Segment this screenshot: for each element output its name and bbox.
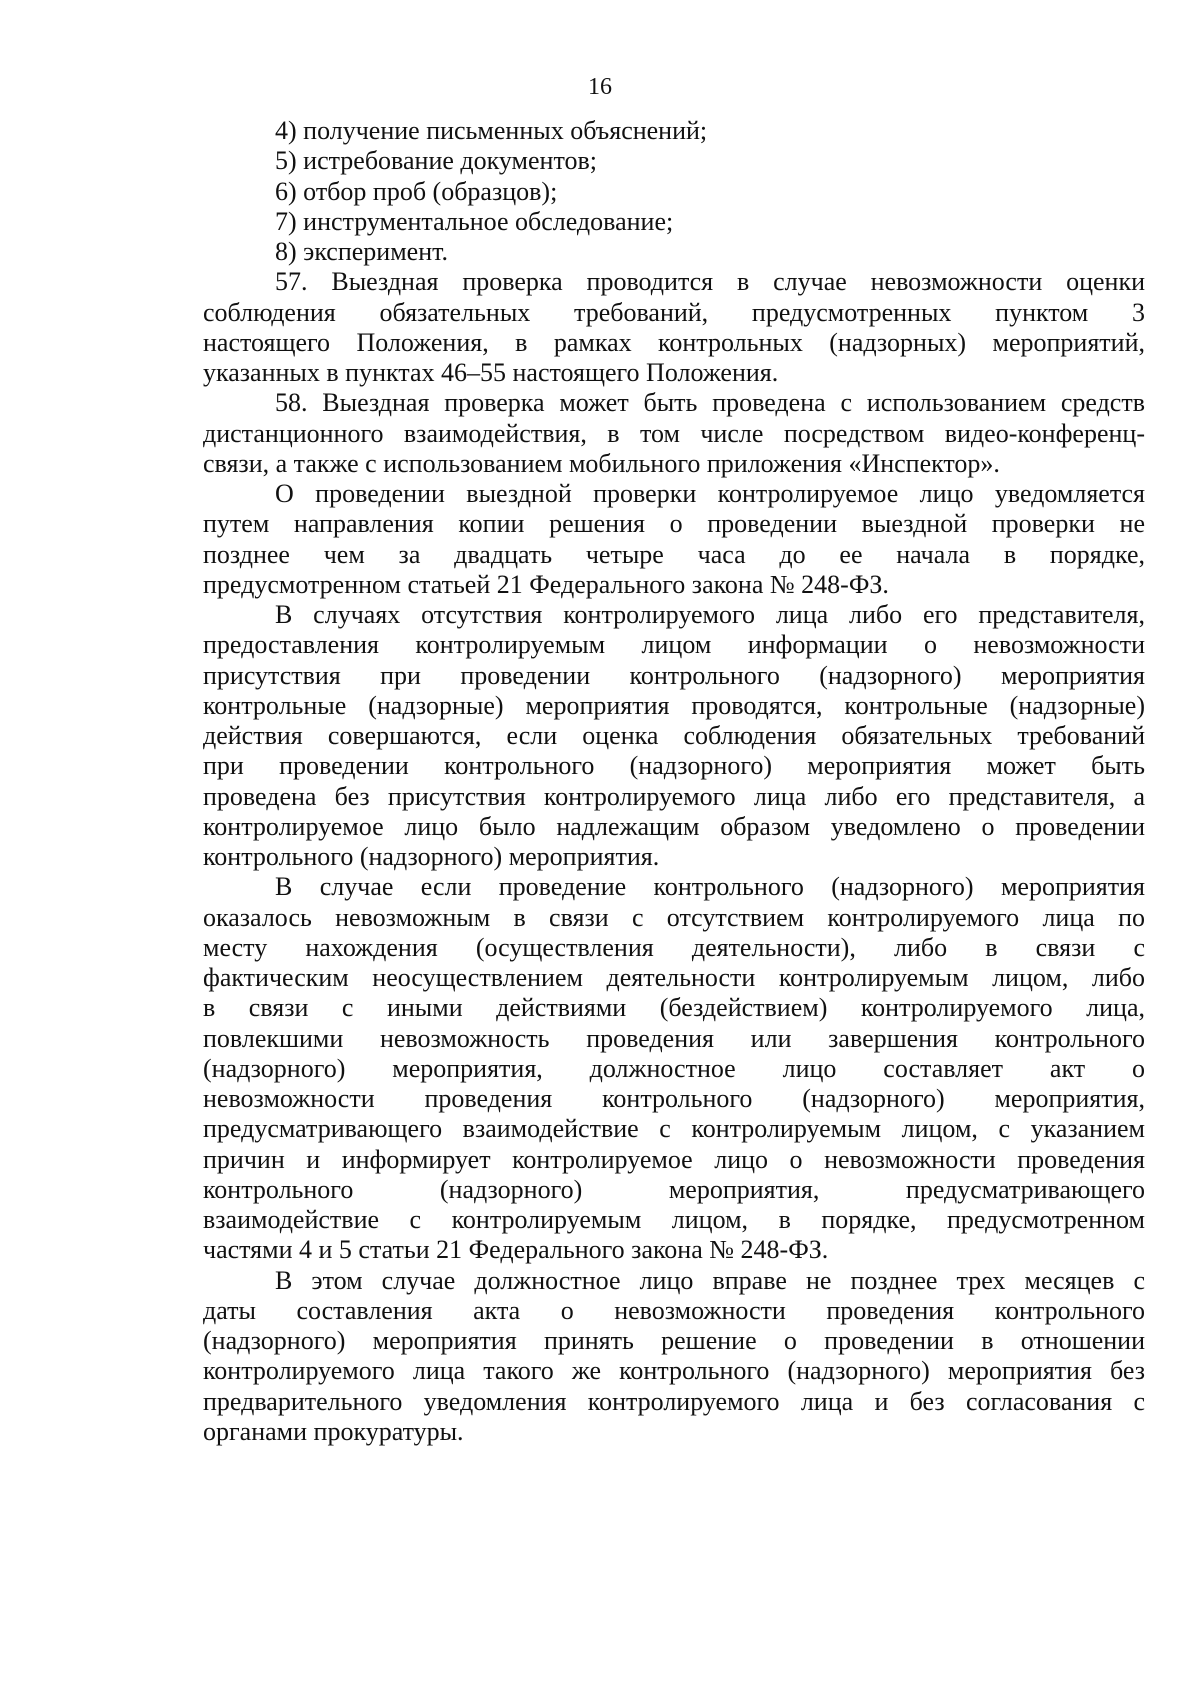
text-line: 4) получение письменных объяснений; bbox=[275, 116, 708, 145]
text-line: контрольного (надзорного) мероприятия, предусматривающего bbox=[203, 1174, 1145, 1204]
text-line: соблюдения обязательных требований, предусмотренных пунктом 3 bbox=[203, 297, 1145, 327]
text-line: контрольные (надзорные) мероприятия проводятся, контрольные (надзорные) bbox=[203, 690, 1145, 720]
text-line: (надзорного) мероприятия, должностное лицо составляет акт о bbox=[203, 1053, 1145, 1083]
text-line: настоящего Положения, в рамках контрольных (надзорных) мероприятий, bbox=[203, 327, 1145, 357]
text-line: предварительного уведомления контролируемого лица и без согласования с bbox=[203, 1386, 1145, 1416]
text-line: путем направления копии решения о проведении выездной проверки не bbox=[203, 509, 1145, 539]
text-line: контролируемого лица такого же контрольного (надзорного) мероприятия без bbox=[203, 1356, 1145, 1386]
text-line: предусмотренном статьей 21 Федерального закона № 248-ФЗ. bbox=[203, 569, 889, 599]
text-line: частями 4 и 5 статьи 21 Федерального закона № 248-ФЗ. bbox=[203, 1235, 829, 1265]
text-line: позднее чем за двадцать четыре часа до ее начала в порядке, bbox=[203, 539, 1145, 569]
text-line: В случае если проведение контрольного (надзорного) мероприятия bbox=[275, 872, 1145, 902]
text-line: присутствия при проведении контрольного (надзорного) мероприятия bbox=[203, 660, 1145, 690]
text-line: 7) инструментальное обследование; bbox=[275, 206, 674, 236]
text-line: месту нахождения (осуществления деятельности), либо в связи с bbox=[203, 932, 1145, 962]
document-body bbox=[203, 116, 1145, 1447]
text-line: органами прокуратуры. bbox=[203, 1416, 464, 1446]
text-line: (надзорного) мероприятия принять решение о проведении в отношении bbox=[203, 1326, 1145, 1355]
text-line: повлекшими невозможность проведения или завершения контрольного bbox=[203, 1023, 1145, 1053]
text-line: причин и информирует контролируемое лицо о невозможности проведения bbox=[203, 1144, 1145, 1174]
text-line: при проведении контрольного (надзорного) мероприятия может быть bbox=[203, 751, 1145, 781]
text-line: предусматривающего взаимодействие с контролируемым лицом, с указанием bbox=[203, 1114, 1145, 1144]
text-line: оказалось невозможным в связи с отсутствием контролируемого лица по bbox=[203, 902, 1145, 932]
text-line: связи, а также с использованием мобильного приложения «Инспектор». bbox=[203, 448, 1000, 478]
text-line: указанных в пунктах 46–55 настоящего Положения. bbox=[203, 358, 779, 387]
text-line: В случаях отсутствия контролируемого лица либо его представителя, bbox=[275, 600, 1145, 629]
text-line: действия совершаются, если оценка соблюдения обязательных требований bbox=[203, 721, 1145, 750]
text-line: 6) отбор проб (образцов); bbox=[275, 176, 558, 206]
text-line: контрольного (надзорного) мероприятия. bbox=[203, 842, 660, 871]
text-line: в связи с иными действиями (бездействием) контролируемого лица, bbox=[203, 993, 1145, 1023]
text-line: 8) эксперимент. bbox=[275, 237, 449, 266]
text-line: проведена без присутствия контролируемого лица либо его представителя, а bbox=[203, 781, 1145, 811]
text-line: взаимодействие с контролируемым лицом, в порядке, предусмотренном bbox=[203, 1205, 1145, 1234]
text-line: 57. Выездная проверка проводится в случае невозможности оценки bbox=[275, 267, 1145, 297]
text-line: 58. Выездная проверка может быть проведена с использованием средств bbox=[275, 388, 1145, 418]
text-line: предоставления контролируемым лицом информации о невозможности bbox=[203, 630, 1145, 660]
text-line: фактическим неосуществлением деятельности контролируемым лицом, либо bbox=[203, 963, 1145, 992]
text-line: дистанционного взаимодействия, в том числе посредством видео-конференц- bbox=[203, 418, 1145, 448]
page-number: 16 bbox=[588, 74, 612, 100]
text-line: даты составления акта о невозможности проведения контрольного bbox=[203, 1295, 1145, 1325]
text-line: контролируемое лицо было надлежащим образом уведомлено о проведении bbox=[203, 811, 1145, 841]
text-line: невозможности проведения контрольного (надзорного) мероприятия, bbox=[203, 1084, 1145, 1113]
text-line: В этом случае должностное лицо вправе не позднее трех месяцев с bbox=[275, 1265, 1145, 1295]
text-line: О проведении выездной проверки контролируемое лицо уведомляется bbox=[275, 479, 1145, 508]
text-line: 5) истребование документов; bbox=[275, 146, 597, 176]
